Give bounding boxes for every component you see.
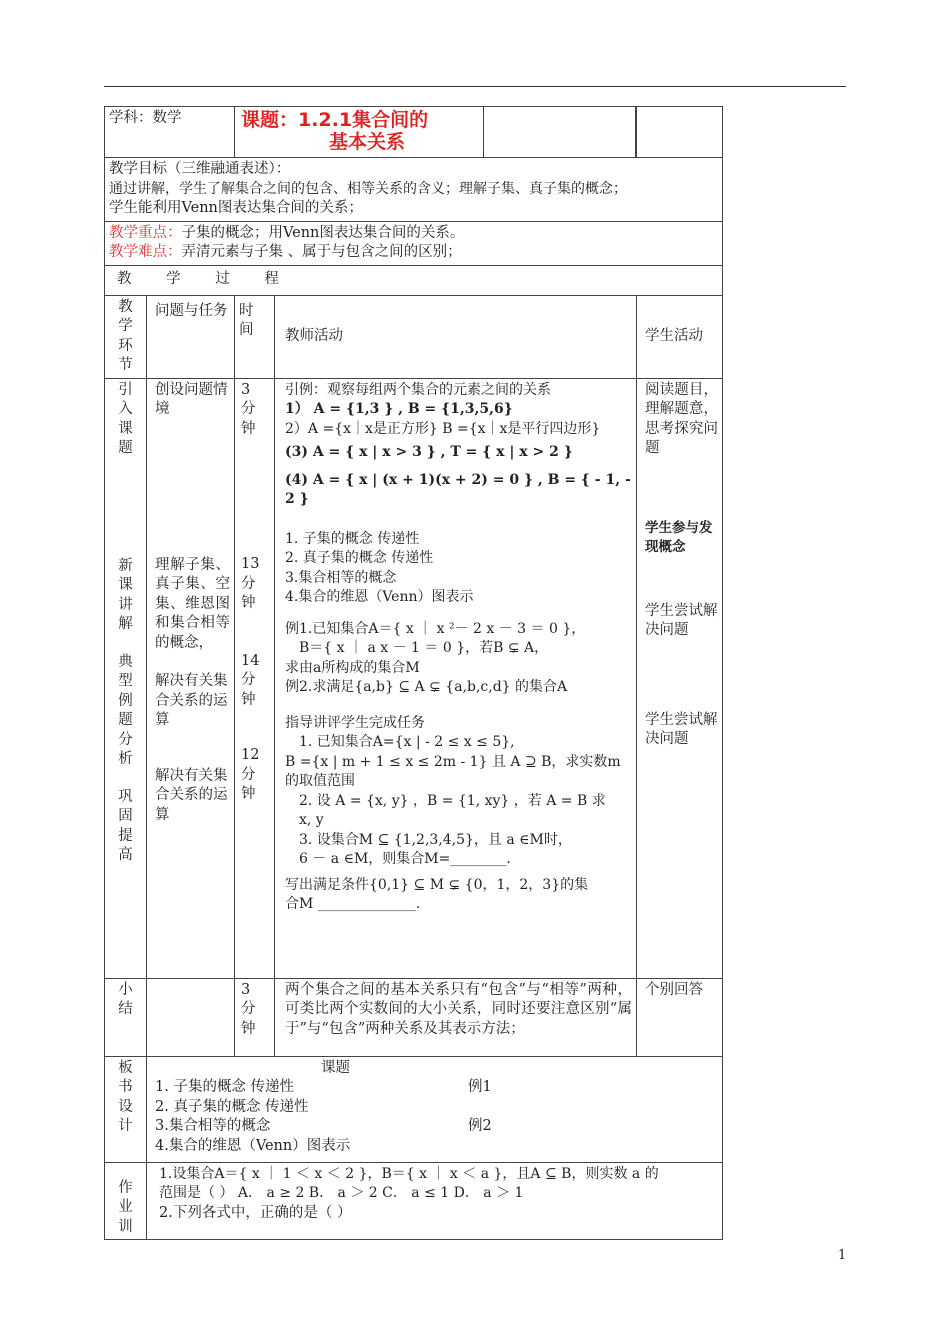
title-cell [235, 107, 637, 158]
difficulty-label: 教学难点： [109, 244, 182, 260]
col-task: 问题与任务 [147, 295, 235, 378]
stage-intro: 引 入 课 题 [118, 381, 133, 456]
objectives [105, 158, 723, 222]
teacher-column [275, 378, 637, 978]
intro-example-4: (4) A = { x | (x + 1)(x + 2) = 0 } , B = { - 1, - 2 } [285, 471, 631, 507]
subject-label: 学科：数学 [109, 110, 182, 126]
difficulty-text: 弄清元素与子集 、属于与包含之间的区别； [181, 244, 462, 260]
time-column [235, 378, 275, 978]
homework-content [147, 1162, 723, 1240]
time-intro: 3 分 钟 [241, 381, 256, 437]
stage-new: 新 课 讲 解 [118, 557, 133, 632]
task2-line1: 2. 设 A = {x, y} ，B = {1, xy} ，若 A = B 求 [299, 792, 606, 809]
task4-line2: 合M ______________. [285, 896, 421, 912]
time-new: 13 分 钟 [241, 556, 260, 611]
concept-4: 4.集合的维恩（Venn）图表示 [285, 589, 474, 605]
summary-time: 3 分 钟 [235, 978, 275, 1056]
process-title: 教 学 过 程 [105, 265, 723, 295]
objectives-line2: 学生能利用Venn图表达集合间的关系； [109, 200, 363, 216]
homework-q1-line1: 1.设集合A＝{ x ｜ 1 ＜ x ＜ 2 }，B＝{ x ｜ x ＜ a }，且A ⊆ B，则实数 a 的 [159, 1165, 659, 1182]
task2-line2: x, y [299, 812, 324, 828]
header-blank [637, 107, 723, 158]
task4-line1: 写出满足条件{0,1} ⊆ M ⊊ {0，1，2，3}的集 [285, 876, 589, 893]
page-number: 1 [838, 1248, 847, 1263]
board-line1: 1. 子集的概念 传递性 例1 [155, 1079, 492, 1095]
concept-1: 1. 子集的概念 传递性 [285, 530, 420, 547]
student-new: 学生参与发现概念 [645, 519, 713, 555]
example2: 例2.求满足{a,b} ⊆ A ⊊ {a,b,c,d} 的集合A [285, 679, 568, 695]
col-teacher: 教师活动 [275, 295, 637, 378]
task1-line3: 的取值范围 [285, 773, 355, 789]
task-new: 理解子集、真子集、空集、维恩图和集合相等的概念， [155, 556, 230, 651]
time-consolidate: 12 分 钟 [241, 747, 260, 802]
time-example: 14 分 钟 [241, 652, 260, 708]
example1-line2: B＝{ x ｜ a x － 1 ＝ 0 }，若B ⊊ A， [299, 640, 549, 656]
lesson-plan-table [104, 106, 723, 1240]
concept-3: 3.集合相等的概念 [285, 569, 397, 586]
summary-label: 小 结 [105, 978, 147, 1056]
lesson-title: 课题：1.2.1集合间的 基本关系 [241, 109, 429, 153]
board-line3: 3.集合相等的概念 例2 [155, 1118, 492, 1134]
homework-q1-line2: 范围是（ ） A． a ≥ 2 B． a ＞ 2 C． a ≤ 1 D． a ＞ 1 [159, 1185, 524, 1201]
focus-label: 教学重点： [109, 224, 182, 241]
objectives-heading: 教学目标（三维融通表述）： [109, 161, 291, 177]
board-label: 板 书 设 计 [105, 1056, 147, 1162]
task-example: 解决有关集合关系的运算 [155, 673, 228, 728]
task3-line2: 6 － a ∈M，则集合M=________. [299, 851, 511, 867]
col-time: 时 间 [235, 295, 275, 378]
student-intro: 阅读题目，理解题意，思考探究问题 [645, 381, 718, 456]
board-title: 课题 [321, 1059, 350, 1076]
board-content [147, 1056, 723, 1162]
focus-text: 子集的概念；用Venn图表达集合间的关系。 [181, 224, 465, 241]
intro-example-3: (3) A = { x | x > 3 } , T = { x | x > 2 } [285, 444, 573, 460]
summary-student: 个别回答 [637, 978, 723, 1056]
summary-teacher: 两个集合之间的基本关系只有“包含”与“相等”两种，可类比两个实数间的大小关系，同时还要注意区别“属于”与“包含”两种关系及其表示方法； [275, 978, 637, 1056]
task1-line2: B ={x | m + 1 ≤ x ≤ 2m - 1} 且 A ⊇ B，求实数m [285, 753, 621, 770]
board-line2: 2. 真子集的概念 传递性 [155, 1098, 309, 1115]
key-points [105, 221, 723, 265]
stage-example: 典 型 例 题 分 析 [118, 653, 133, 767]
student-consolidate: 学生尝试解决问题 [645, 711, 718, 747]
task-intro: 创设问题情境 [155, 381, 228, 417]
example1-line1: 例1.已知集合A＝{ x ｜ x ²－ 2 x － 3 ＝ 0 }， [285, 620, 586, 637]
board-line4: 4.集合的维恩（Venn）图表示 [155, 1137, 351, 1154]
homework-label: 作 业 训 [105, 1162, 147, 1240]
stage-column [105, 378, 147, 978]
homework-q2: 2.下列各式中，正确的是（ ） [159, 1204, 352, 1221]
guide-text: 指导讲评学生完成任务 [285, 714, 425, 731]
student-column [637, 378, 723, 978]
concept-2: 2. 真子集的概念 传递性 [285, 550, 434, 566]
task-consolidate: 解决有关集合关系的运算 [155, 767, 228, 823]
intro-example-2: 2）A ={x｜x是正方形} B ={x｜x是平行四边形} [285, 420, 601, 437]
col-stage: 教 学 环 节 [105, 295, 147, 378]
task3-line1: 3. 设集合M ⊆ {1,2,3,4,5}，且 a ∈M时， [299, 831, 572, 848]
student-example: 学生尝试解决问题 [645, 602, 718, 638]
intro-lead: 引例：观察每组两个集合的元素之间的关系 [285, 381, 551, 398]
col-student: 学生活动 [637, 295, 723, 378]
intro-example-1: 1） A = {1,3 } , B = {1,3,5,6} [285, 401, 513, 417]
header-rule [104, 86, 846, 87]
stage-consolidate: 巩 固 提 高 [118, 788, 133, 863]
subject-cell [105, 107, 235, 158]
summary-task [147, 978, 235, 1056]
objectives-line1: 通过讲解，学生了解集合之间的包含、相等关系的含义；理解子集、真子集的概念； [109, 180, 627, 197]
task1-line1: 1. 已知集合A={x | - 2 ≤ x ≤ 5}, [299, 734, 515, 750]
example1-line3: 求由a所构成的集合M [285, 659, 420, 676]
task-column [147, 378, 235, 978]
